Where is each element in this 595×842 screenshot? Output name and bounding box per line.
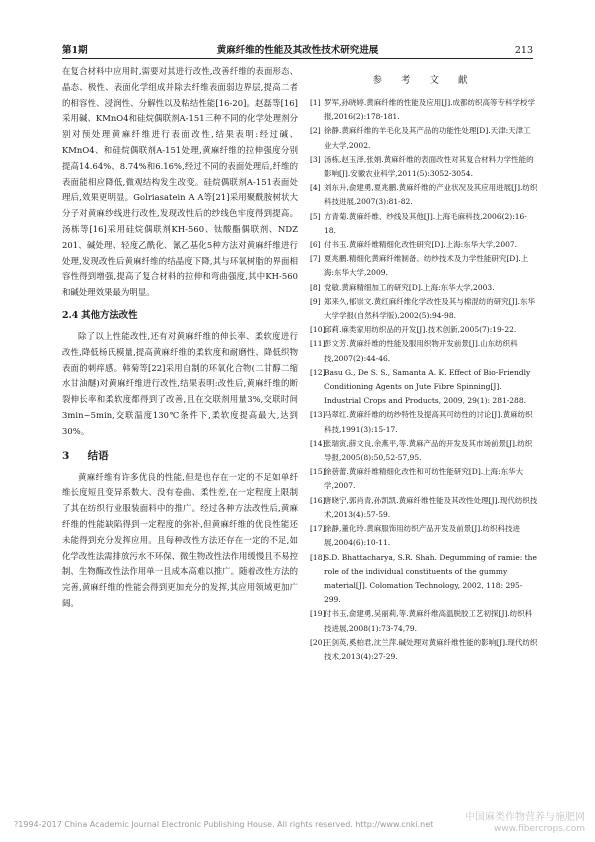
right-column — [310, 64, 538, 664]
reference-item — [310, 96, 538, 124]
watermark-url: www.fibercrops.com — [494, 824, 585, 834]
reference-text: 王剑英,奚柏君,沈兰萍.碱处理对黄麻纤维性能的影响[J].现代纺织技术,2013(4):27-29. — [324, 637, 538, 661]
reference-text: 党敏.黄麻精细加工的研究[D].上海:东华大学,2003. — [324, 282, 495, 292]
reference-text: Basu G., De S. S., Samanta A. K. Effect of Bio-Friendly Conditioning Agents on Jute Fibre Spinning[J]. Industrial Crops and Products, 2009, 29(1): 281-288. — [324, 367, 531, 406]
reference-text: 夏兆鹏.精细化黄麻纤维制备、纺纱技术及力学性能研究[D].上海:东华大学,2009. — [324, 254, 529, 278]
reference-index: [12] — [310, 367, 326, 377]
reference-index: [13] — [310, 410, 326, 420]
reference-item — [310, 366, 538, 409]
references-title: 参 考 文 献 — [372, 75, 476, 86]
reference-item — [310, 437, 538, 465]
reference-text: 徐静.黄麻纤维的羊毛化及其产品的功能性处理[D].天津:天津工业大学,2002. — [324, 126, 531, 150]
issue-label: 第1期 — [62, 45, 88, 56]
reference-text: 徐静,董化玲.黄麻服饰用纺织产品开发及前景[J].纺织科技进展,2004(6):10-11. — [324, 524, 521, 548]
left-column — [62, 64, 298, 612]
reference-index: [2] — [310, 126, 321, 136]
reference-text: S.D. Bhattacharya, S.R. Shah. Degumming of ramie: the role of the individual constituents of the gummy material[J]. Colomation Technology, 2002, 118: 295-299. — [324, 552, 537, 605]
reference-item — [310, 281, 538, 295]
reference-item — [310, 210, 538, 238]
reference-text: 汤栋,赵玉泽,张娟.黄麻纤维的表面改性对其复合材料力学性能的影响[J].安徽农业科学,2011(5):3052-3054. — [324, 154, 534, 179]
section-heading-3 — [62, 446, 298, 466]
reference-index: [8] — [310, 282, 321, 292]
reference-index: [4] — [310, 183, 321, 193]
reference-index: [11] — [310, 339, 326, 349]
section-title: 其他方法改性 — [81, 309, 138, 321]
reference-text: 马翠红.黄麻纤维的纺纱特性及提高其可纺性的讨论[J].黄麻纺织科技,1991(3):15-17. — [324, 410, 533, 434]
reference-item — [310, 494, 538, 522]
reference-text: 张瑞寅,薛文良,余燕平,等.黄麻产品的开发及其市场前景[J].纺织导报,2005(8):50,52-57,95. — [324, 438, 533, 463]
body-paragraph: 黄麻纤维有许多优良的性能,但是也存在一定的不足如单纤维长度短且变异系数大、没有卷曲、柔性差,在一定程度上限制了其在纺织行业服装面料中的推广。经过各种方法改性后,黄麻纤维的性能缺陷得到一定程度的弥补,但黄麻纤维的优良性能还未能得到充分发挥应用。且每种改性方法还存在一定的不足,如化学改性法需排放污水不环保、微生物改性法作用缓慢且不易控制、生物酶改性法作用单一且成本高难以推广。随着改性方法的完善,黄麻纤维的性能会得到更加充分的发挥,其应用领域更加广阔。 — [62, 471, 298, 608]
reference-item — [310, 522, 538, 550]
reference-text: 彭文芳.黄麻纤维的性能及服用织物开发前景[J].山东纺织科技,2007(2):44-46. — [324, 339, 518, 363]
watermark-title: 中国麻类作物营养与施肥网 — [465, 812, 585, 823]
section-heading-2-4 — [62, 307, 298, 325]
reference-item — [310, 153, 538, 181]
reference-index: [17] — [310, 524, 326, 534]
reference-item — [310, 124, 538, 152]
reference-index: [18] — [310, 552, 326, 562]
section-title: 结语 — [87, 449, 109, 462]
reference-text: 罗军,孙晓婷.黄麻纤维的性能及应用[J].成都纺织高等专科学校学报,2016(2):178-181. — [324, 98, 536, 122]
body-paragraph: 在复合材料中应用时,需要对其进行改性,改善纤维的表面形态、晶态、极性、表面化学组成并除去纤维表面弱边界层,提高二者的相容性、浸润性、分解性以及粘结性能[16-20]。赵磊等[16]采用碱、KMnO4和硅烷偶联剂A-151三种不同的化学处理剂分别对预处理黄麻纤维进行表面改性,结果表明:经过碱、KMnO4、和硅烷偶联剂A-151处理,黄麻纤维的拉伸强度分别提高14.64%、8.74%和6.16%,经过不同的表面处理后,纤维的表面能相应降低,微观结构发生改变。硅烷偶联剂A-151表面处理后,效果更明显。Golriasatein A A等[21]采用聚酰胺树状大分子对黄麻纱线进行改性,发现改性后的纱线色牢度得到提高。汤栋等[16]采用硅烷偶联剂KH-560、钛酸酯偶联剂、NDZ 201、碱处理、轻度乙酰化、氰乙基化5种方法对黄麻纤维进行处理,发现改性后黄麻纤维的结晶度下降,其与环氧树脂的界面相容性得到增强,提高了复合材料的拉伸和弯曲强度,其中KH-560和碱处理效果最为明显。 — [62, 66, 298, 298]
reference-index: [3] — [310, 154, 321, 164]
page-number: 213 — [514, 45, 533, 56]
reference-item — [310, 295, 538, 323]
reference-text: 方青菊.黄麻纤维、纱线及其他[J].上海毛麻科技,2006(2):16-18. — [324, 211, 527, 235]
reference-index: [1] — [310, 98, 321, 107]
section-number: 2.4 — [62, 309, 79, 321]
reference-item — [310, 252, 538, 280]
reference-item — [310, 636, 538, 664]
reference-text: 徐蓓蕾.黄麻纤维精细化改性和可纺性能研究[D].上海:东华大学,2007. — [324, 467, 524, 491]
reference-item — [310, 238, 538, 252]
reference-index: [20] — [310, 637, 326, 647]
reference-index: [15] — [310, 467, 326, 477]
reference-item — [310, 337, 538, 365]
reference-text: 郑来久,郁崇文.黄红麻纤维化学改性及其与棉混纺的研究[J].东华大学学报(自然科学版),2002(5):94-98. — [324, 296, 536, 321]
body-paragraph: 除了以上性能改性,还有对黄麻纤维的伸长率、柔软度进行改性,降低杨氏模量,提高黄麻纤维的柔软度和耐磨性、降低织物表面的刺痒感。韩菊等[22]采用自制的环氧化合物(二甘醇二缩水甘油醚)对黄麻纤维进行改性,结果表明:改性后,黄麻纤维的断裂伸长率和柔软度都得到了改善,且在交联剂用量3%,交联时间3min~5min,交联温度130℃条件下,柔软度提高最大,达到30%。 — [62, 330, 298, 436]
reference-index: [5] — [310, 211, 321, 221]
reference-item — [310, 551, 538, 608]
reference-item — [310, 323, 538, 337]
header-divider — [62, 58, 533, 59]
reference-index: [7] — [310, 254, 321, 264]
reference-text: 付书玉.黄麻纤维精细化改性研究[D].上海:东华大学,2007. — [324, 240, 518, 250]
reference-item — [310, 607, 538, 635]
reference-index: [14] — [310, 438, 326, 448]
copyright-footer: ?1994-2017 China Academic Journal Electronic Publishing House. All rights reserved. http://www.cnki.net — [14, 820, 434, 829]
reference-index: [9] — [310, 296, 321, 306]
running-title: 黄麻纤维的性能及其改性技术研究进展 — [216, 45, 379, 56]
reference-item — [310, 181, 538, 209]
reference-item — [310, 408, 538, 436]
running-header — [62, 40, 533, 56]
reference-list — [310, 96, 538, 664]
reference-item — [310, 465, 538, 493]
reference-text: 唐晓宁,郭肖青,孙凯凯.黄麻纤维性能及其改性处理[J].现代纺织技术,2013(4):57-59. — [324, 495, 538, 519]
site-watermark — [465, 812, 585, 835]
reference-index: [6] — [310, 240, 321, 250]
reference-index: [10] — [310, 325, 326, 335]
reference-index: [19] — [310, 609, 326, 619]
reference-text: 邱莉.麻类家用纺织品的开发[J].技术创新,2005(7):19-22. — [324, 325, 517, 335]
section-number: 3 — [62, 449, 70, 462]
reference-text: 付书玉,俞建勇,吴丽莉,等.黄麻纤维高温脱胶工艺初探[J].纺织科技进展,2008(1):73-74,79. — [324, 609, 533, 633]
reference-text: 刘东升,俞建勇,夏兆鹏.黄麻纤维的产业状况及其应用进展[J].纺织科技进展,2007(3):81-82. — [324, 183, 538, 207]
reference-index: [16] — [310, 495, 326, 505]
